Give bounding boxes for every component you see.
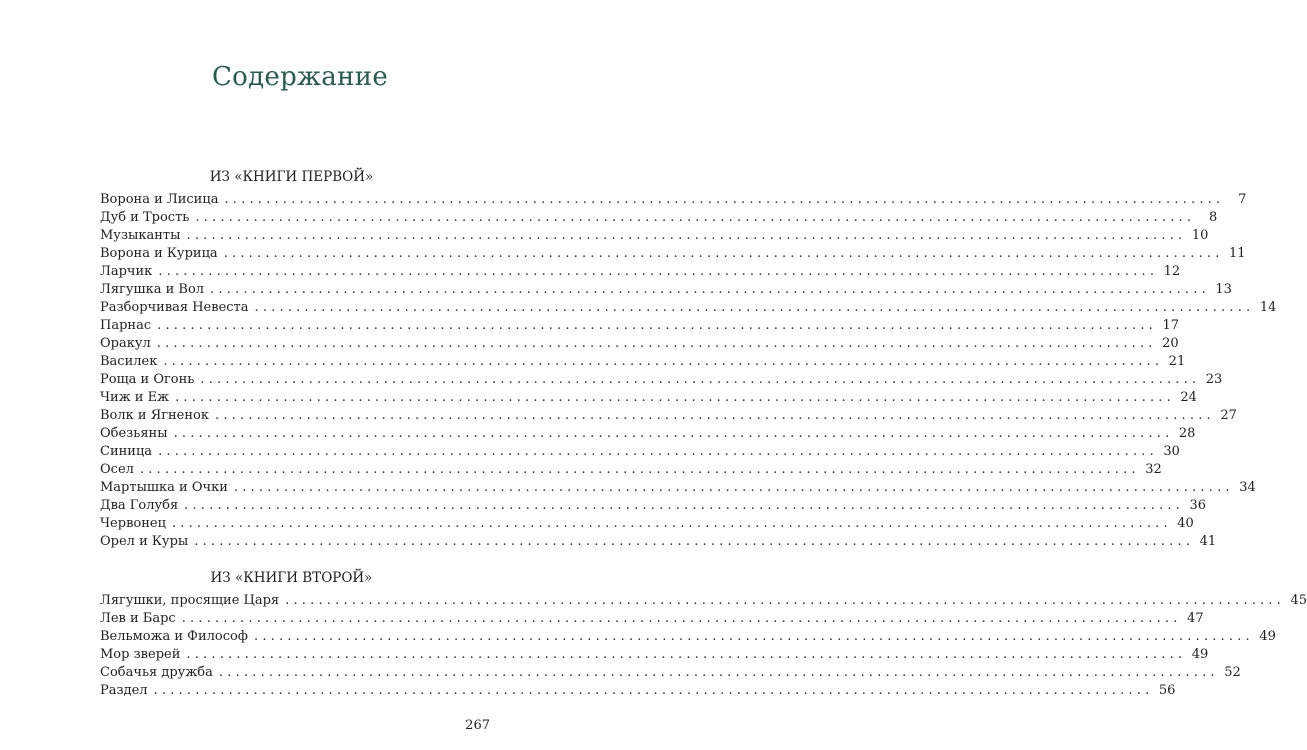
toc-entry-title: Музыканты xyxy=(100,228,181,243)
toc-entry-page: 8 xyxy=(1208,210,1218,225)
dot-leader: ........................................................................................................................ xyxy=(153,683,1154,698)
toc-entry-page: 10 xyxy=(1191,228,1209,243)
toc-entry-page: 56 xyxy=(1158,683,1176,698)
toc-entry[interactable] xyxy=(100,443,1180,461)
dot-leader: ........................................................................................................................ xyxy=(158,444,1158,459)
toc-entry-page: 27 xyxy=(1220,408,1237,423)
page-number: 267 xyxy=(465,718,490,733)
toc-entry-title: Роща и Огонь xyxy=(100,372,195,387)
toc-entry[interactable] xyxy=(100,299,1277,317)
toc-entry[interactable] xyxy=(100,245,1246,263)
toc-entry-page: 17 xyxy=(1162,318,1179,333)
toc-section-book-two xyxy=(100,568,1307,700)
toc-entry[interactable] xyxy=(100,610,1204,628)
dot-leader: ........................................................................................................................ xyxy=(218,665,1219,680)
toc-entry-title: Обезьяны xyxy=(100,426,168,441)
toc-entry[interactable] xyxy=(100,209,1218,227)
toc-list xyxy=(100,592,1307,700)
section-heading: ИЗ «КНИГИ ПЕРВОЙ» xyxy=(209,169,374,185)
toc-entry-page: 21 xyxy=(1168,354,1186,369)
toc-entry-title: Дуб и Трость xyxy=(100,210,190,225)
toc-entry-title: Парнас xyxy=(100,318,152,333)
dot-leader: ........................................................................................................................ xyxy=(194,534,1195,549)
toc-entry[interactable] xyxy=(100,389,1197,407)
toc-entry-page: 32 xyxy=(1145,462,1162,477)
toc-entry[interactable] xyxy=(100,664,1241,682)
toc-section-book-one xyxy=(100,167,1277,551)
dot-leader: ........................................................................................................................ xyxy=(156,336,1157,351)
toc-entry-title: Мартышка и Очки xyxy=(100,480,228,495)
page-title: Содержание xyxy=(211,62,389,92)
toc-entry-title: Два Голубя xyxy=(100,498,179,513)
toc-entry[interactable] xyxy=(100,682,1176,700)
toc-entry[interactable] xyxy=(100,227,1209,245)
toc-entry-title: Ларчик xyxy=(100,264,153,279)
toc-entry[interactable] xyxy=(100,497,1207,515)
toc-entry[interactable] xyxy=(100,281,1232,299)
toc-list xyxy=(100,191,1277,551)
dot-leader: ........................................................................................................................ xyxy=(254,300,1255,315)
toc-entry-page: 28 xyxy=(1178,426,1196,441)
toc-entry[interactable] xyxy=(100,425,1196,443)
toc-entry-title: Лягушка и Вол xyxy=(100,282,205,297)
dot-leader: ........................................................................................................................ xyxy=(195,210,1196,225)
toc-entry[interactable] xyxy=(100,263,1181,281)
toc-entry-title: Чиж и Еж xyxy=(100,390,170,405)
toc-entry-page: 52 xyxy=(1224,665,1241,680)
dot-leader: ........................................................................................................................ xyxy=(171,516,1172,531)
toc-entry-page: 36 xyxy=(1189,498,1207,513)
dot-leader: ........................................................................................................................ xyxy=(173,426,1174,441)
toc-entry-title: Червонец xyxy=(100,516,166,531)
toc-entry-title: Вельможа и Философ xyxy=(100,629,248,644)
toc-entry-page: 34 xyxy=(1239,480,1256,495)
toc-entry-page: 47 xyxy=(1187,611,1204,626)
dot-leader: ........................................................................................................................ xyxy=(181,611,1182,626)
toc-entry[interactable] xyxy=(100,353,1186,371)
toc-entry-title: Ворона и Лисица xyxy=(100,192,219,207)
toc-entry-page: 24 xyxy=(1180,390,1197,405)
toc-entry-title: Ворона и Курица xyxy=(100,246,218,261)
dot-leader: ........................................................................................................................ xyxy=(163,354,1164,369)
toc-entry[interactable] xyxy=(100,335,1179,353)
toc-entry-page: 41 xyxy=(1199,534,1217,549)
dot-leader: ........................................................................................................................ xyxy=(186,228,1187,243)
toc-entry-page: 49 xyxy=(1191,647,1209,662)
dot-leader: ........................................................................................................................ xyxy=(210,282,1210,297)
toc-entry[interactable] xyxy=(100,371,1223,389)
toc-entry[interactable] xyxy=(100,533,1217,551)
toc-entry-page: 7 xyxy=(1238,192,1247,207)
toc-entry-title: Раздел xyxy=(100,683,148,698)
dot-leader: ........................................................................................................................ xyxy=(233,480,1234,495)
toc-entry[interactable] xyxy=(100,515,1194,533)
toc-entry-page: 40 xyxy=(1177,516,1194,531)
toc-entry[interactable] xyxy=(100,646,1209,664)
dot-leader: ........................................................................................................................ xyxy=(158,264,1159,279)
dot-leader: ........................................................................................................................ xyxy=(139,462,1140,477)
toc-entry-title: Осел xyxy=(100,462,134,477)
toc-entry-page: 49 xyxy=(1259,629,1276,644)
toc-entry-page: 11 xyxy=(1229,246,1246,261)
toc-entry-page: 12 xyxy=(1163,264,1181,279)
toc-entry-title: Мор зверей xyxy=(100,647,181,662)
dot-leader: ........................................................................................................................ xyxy=(224,192,1225,207)
toc-entry-title: Лев и Барс xyxy=(100,611,176,626)
toc-entry-title: Орел и Куры xyxy=(100,534,189,549)
toc-entry-page: 13 xyxy=(1215,282,1232,297)
dot-leader: ........................................................................................................................ xyxy=(223,246,1224,261)
toc-entry-title: Василек xyxy=(100,354,158,369)
toc-entry-title: Лягушки, просящие Царя xyxy=(100,593,280,608)
toc-entry-page: 14 xyxy=(1259,300,1277,315)
toc-entry[interactable] xyxy=(100,479,1256,497)
toc-entry-title: Собачья дружба xyxy=(100,665,213,680)
dot-leader: ........................................................................................................................ xyxy=(214,408,1215,423)
dot-leader: ........................................................................................................................ xyxy=(253,629,1254,644)
toc-entry[interactable] xyxy=(100,191,1247,209)
dot-leader: ........................................................................................................................ xyxy=(285,593,1286,608)
dot-leader: ........................................................................................................................ xyxy=(184,498,1185,513)
dot-leader: ........................................................................................................................ xyxy=(175,390,1175,405)
toc-entry-page: 45 xyxy=(1290,593,1307,608)
dot-leader: ........................................................................................................................ xyxy=(200,372,1201,387)
toc-entry-title: Оракул xyxy=(100,336,151,351)
section-heading: ИЗ «КНИГИ ВТОРОЙ» xyxy=(210,570,373,586)
toc-entry-page: 30 xyxy=(1163,444,1180,459)
toc-entry-title: Синица xyxy=(100,444,153,459)
toc-entry-title: Волк и Ягненок xyxy=(100,408,209,423)
toc-entry-title: Разборчивая Невеста xyxy=(100,300,249,315)
toc-entry[interactable] xyxy=(100,461,1162,479)
dot-leader: ........................................................................................................................ xyxy=(186,647,1187,662)
dot-leader: ........................................................................................................................ xyxy=(157,318,1157,333)
toc-entry-page: 23 xyxy=(1205,372,1223,387)
toc-entry[interactable] xyxy=(100,592,1307,610)
toc-entry[interactable] xyxy=(100,407,1237,425)
toc-entry[interactable] xyxy=(100,317,1179,335)
toc-entry[interactable] xyxy=(100,628,1276,646)
toc-entry-page: 20 xyxy=(1162,336,1179,351)
